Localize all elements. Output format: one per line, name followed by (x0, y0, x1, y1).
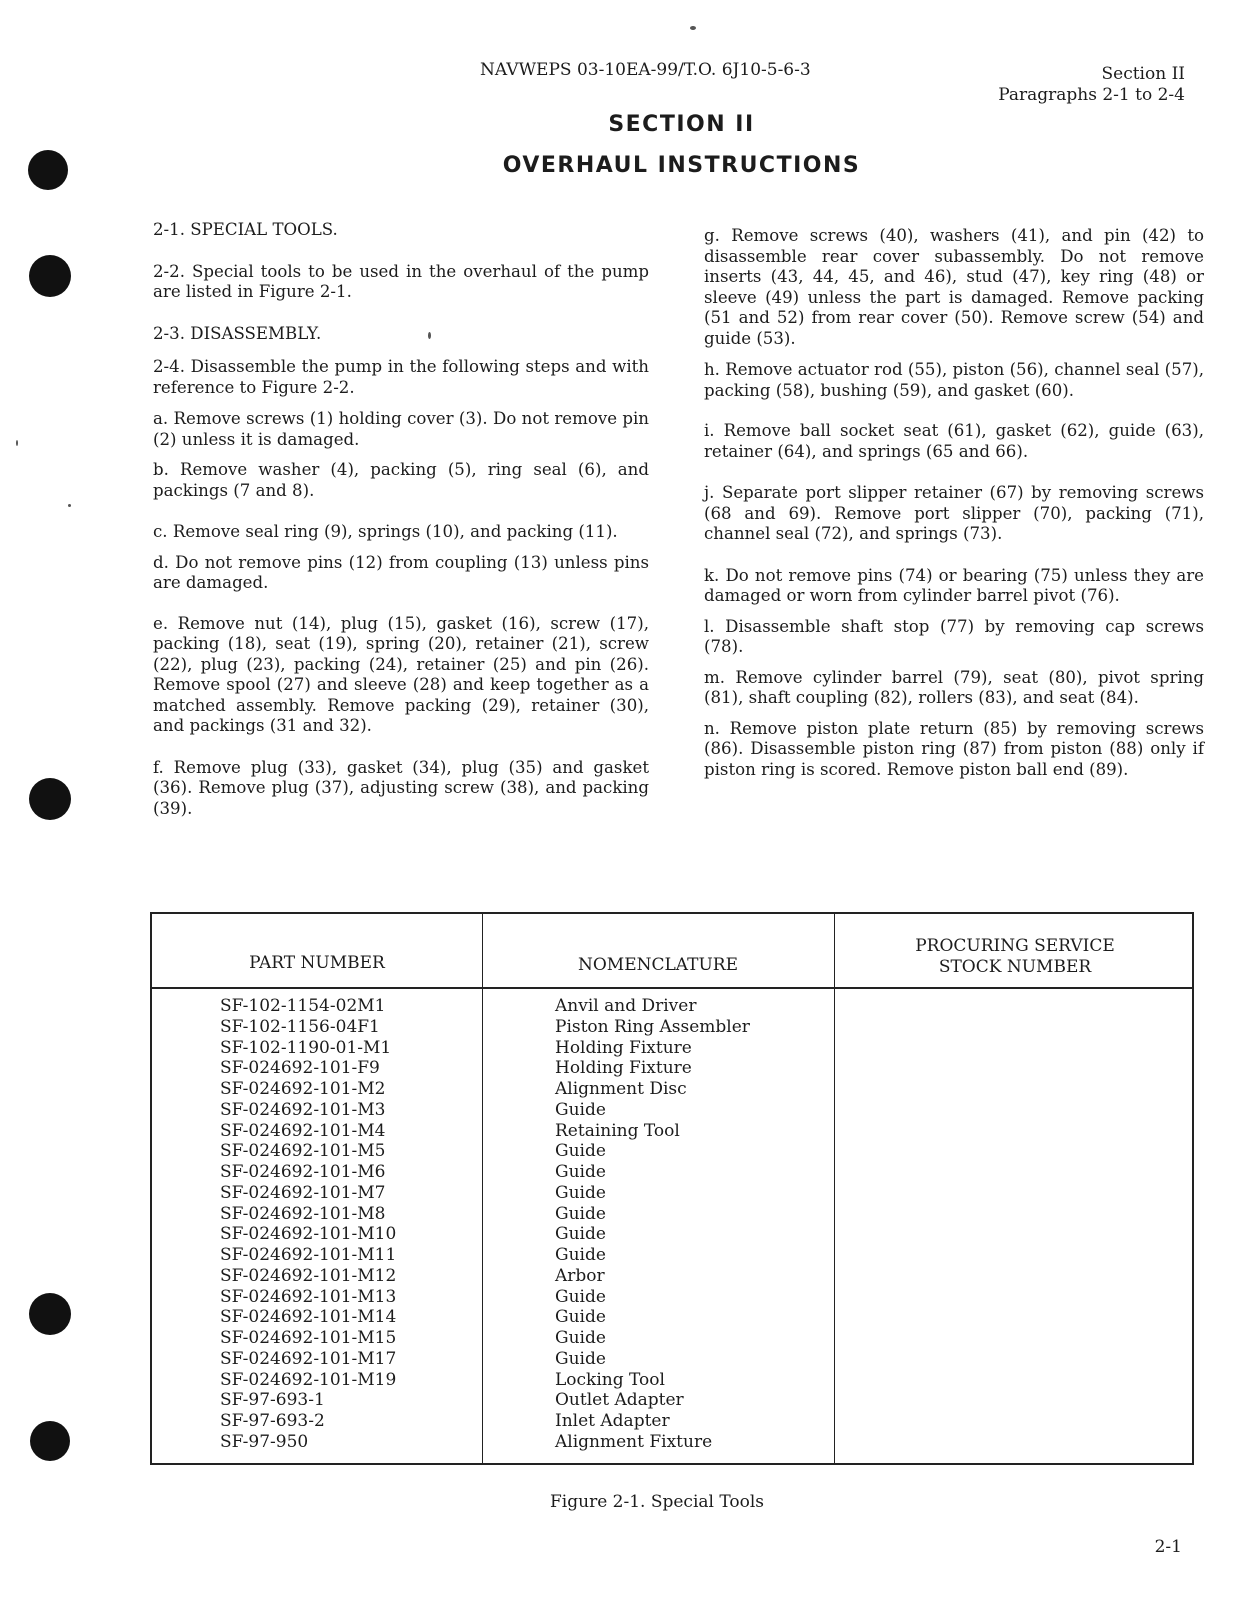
nomenclature-cell: Guide (555, 1141, 606, 1162)
column-divider (482, 914, 483, 1463)
step-item: g. Remove screws (40), washers (41), and pin (42) to disassemble rear cover subassembly. Do not remove inserts (43, 44, 45, and 46), stud (47), key ring (48) or sleeve (49) unless the part is damaged. Remove packing (51 and 52) from rear cover (50). Remove screw (54) and guide (53). (704, 226, 1204, 348)
document-number: NAVWEPS 03-10EA-99/T.O. 6J10-5-6-3 (480, 60, 811, 80)
section-reference (998, 64, 1185, 106)
step-item: e. Remove nut (14), plug (15), gasket (16), screw (17), packing (18), seat (19), spring (20), retainer (21), screw (22), plug (23), packing (24), retainer (25) and pin (26). Remove spool (27) and sleeve (28) and keep together as a matched assembly. Remove packing (29), retainer (30), and packings (31 and 32). (153, 613, 649, 735)
nomenclature-cell: Anvil and Driver (555, 996, 697, 1016)
paragraph: 2-4. Disassemble the pump in the following steps and with reference to Figure 2-2. (153, 357, 649, 397)
nomenclature-cell: Alignment Fixture (555, 1431, 713, 1452)
part-number-cell: SF-024692-101-M15 (220, 1328, 397, 1348)
part-number-list (220, 996, 396, 1453)
nomenclature-cell: Retaining Tool (555, 1120, 680, 1141)
step-item: d. Do not remove pins (12) from coupling (13) unless pins are damaged. (153, 552, 649, 592)
nomenclature-cell: Guide (555, 1307, 606, 1328)
paragraph: 2-3. DISASSEMBLY. (153, 323, 322, 343)
part-number-cell: SF-024692-101-M17 (220, 1348, 397, 1369)
part-number-cell: SF-024692-101-M2 (220, 1079, 386, 1099)
nomenclature-cell: Guide (555, 1328, 606, 1348)
step-item: f. Remove plug (33), gasket (34), plug (35) and gasket (36). Remove plug (37), adjusting screw (38), and packing (39). (153, 757, 649, 818)
step-item: i. Remove ball socket seat (61), gasket (62), guide (63), retainer (64), and springs (65 and 66). (704, 421, 1204, 461)
part-number-cell: SF-97-950 (220, 1431, 309, 1452)
nomenclature-cell: Guide (555, 1182, 606, 1203)
scan-speck (690, 26, 696, 30)
nomenclature-cell: Alignment Disc (555, 1079, 687, 1099)
part-number-cell: SF-102-1154-02M1 (220, 996, 386, 1016)
step-item: c. Remove seal ring (9), springs (10), and packing (11). (153, 522, 618, 541)
nomenclature-cell: Outlet Adapter (555, 1390, 684, 1411)
nomenclature-cell: Guide (555, 1203, 606, 1224)
nomenclature-cell: Guide (555, 1286, 606, 1307)
stock-number-header-line: STOCK NUMBER (938, 957, 1092, 977)
nomenclature-cell: Guide (555, 1224, 606, 1245)
part-number-cell: SF-97-693-1 (220, 1390, 325, 1411)
part-number-cell: SF-024692-101-M12 (220, 1265, 397, 1286)
paragraph: 2-2. Special tools to be used in the overhaul of the pump are listed in Figure 2-1. (153, 261, 649, 301)
nomenclature-cell: Arbor (555, 1265, 605, 1286)
part-number-cell: SF-024692-101-M5 (220, 1141, 386, 1162)
part-number-cell: SF-024692-101-M10 (220, 1224, 397, 1245)
scan-speck (68, 504, 71, 507)
nomenclature-cell: Piston Ring Assembler (555, 1016, 750, 1037)
figure-caption: Figure 2-1. Special Tools (550, 1492, 765, 1512)
paragraphs-ref-label: Paragraphs 2-1 to 2-4 (998, 85, 1185, 105)
part-number-cell: SF-024692-101-M13 (220, 1286, 397, 1307)
paragraph: 2-1. SPECIAL TOOLS. (153, 220, 338, 239)
part-number-cell: SF-024692-101-F9 (220, 1058, 380, 1079)
part-number-cell: SF-024692-101-M3 (220, 1099, 386, 1120)
nomenclature-list (555, 996, 750, 1453)
part-number-cell: SF-024692-101-M6 (220, 1162, 386, 1182)
part-number-cell: SF-024692-101-M4 (220, 1120, 386, 1141)
step-item: k. Do not remove pins (74) or bearing (75) unless they are damaged or worn from cylinder barrel pivot (76). (704, 565, 1204, 605)
part-number-cell: SF-102-1156-04F1 (220, 1016, 380, 1037)
nomenclature-cell: Guide (555, 1162, 606, 1182)
stock-number-header (834, 936, 1196, 978)
part-number-cell: SF-024692-101-M19 (220, 1369, 397, 1390)
nomenclature-cell: Locking Tool (555, 1369, 665, 1390)
section-title: SECTION II (608, 112, 755, 137)
step-item: b. Remove washer (4), packing (5), ring seal (6), and packings (7 and 8). (153, 460, 649, 500)
binder-hole (29, 778, 71, 820)
part-number-cell: SF-97-693-2 (220, 1411, 325, 1431)
stock-number-header-line: PROCURING SERVICE (915, 936, 1115, 956)
part-number-cell: SF-102-1190-01-M1 (220, 1037, 392, 1058)
page-number: 2-1 (1154, 1537, 1182, 1557)
right-column (704, 226, 1204, 780)
binder-hole (29, 1293, 71, 1335)
step-item: h. Remove actuator rod (55), piston (56), channel seal (57), packing (58), bushing (59), and gasket (60). (704, 360, 1204, 400)
step-item: l. Disassemble shaft stop (77) by removing cap screws (78). (704, 616, 1204, 656)
nomenclature-cell: Guide (555, 1348, 606, 1369)
binder-hole (30, 1421, 70, 1461)
binder-hole (29, 255, 71, 297)
part-number-cell: SF-024692-101-M11 (220, 1245, 397, 1265)
nomenclature-cell: Guide (555, 1245, 606, 1265)
part-number-cell: SF-024692-101-M14 (220, 1307, 397, 1328)
step-item: m. Remove cylinder barrel (79), seat (80), pivot spring (81), shaft coupling (82), rollers (83), and seat (84). (704, 667, 1204, 707)
step-item: j. Separate port slipper retainer (67) by removing screws (68 and 69). Remove port slipper (70), packing (71), channel seal (72), and springs (73). (704, 483, 1204, 543)
scan-speck (16, 440, 18, 446)
nomenclature-cell: Guide (555, 1099, 606, 1120)
part-number-header: PART NUMBER (249, 953, 385, 973)
step-item: n. Remove piston plate return (85) by removing screws (86). Disassemble piston ring (87) from piston (88) only if piston ring is scored. Remove piston ball end (89). (704, 718, 1204, 779)
header-divider (152, 987, 1192, 989)
part-number-cell: SF-024692-101-M7 (220, 1182, 386, 1203)
special-tools-table (150, 912, 1194, 1465)
nomenclature-cell: Inlet Adapter (555, 1411, 670, 1431)
step-item: a. Remove screws (1) holding cover (3). Do not remove pin (2) unless it is damaged. (153, 409, 649, 449)
section-subtitle: OVERHAUL INSTRUCTIONS (502, 153, 861, 178)
column-divider (834, 914, 835, 1463)
section-ref-label: Section II (1101, 64, 1185, 84)
nomenclature-cell: Holding Fixture (555, 1058, 692, 1079)
nomenclature-cell: Holding Fixture (555, 1037, 692, 1058)
nomenclature-header: NOMENCLATURE (577, 955, 739, 975)
part-number-cell: SF-024692-101-M8 (220, 1203, 386, 1224)
left-column (153, 220, 649, 819)
